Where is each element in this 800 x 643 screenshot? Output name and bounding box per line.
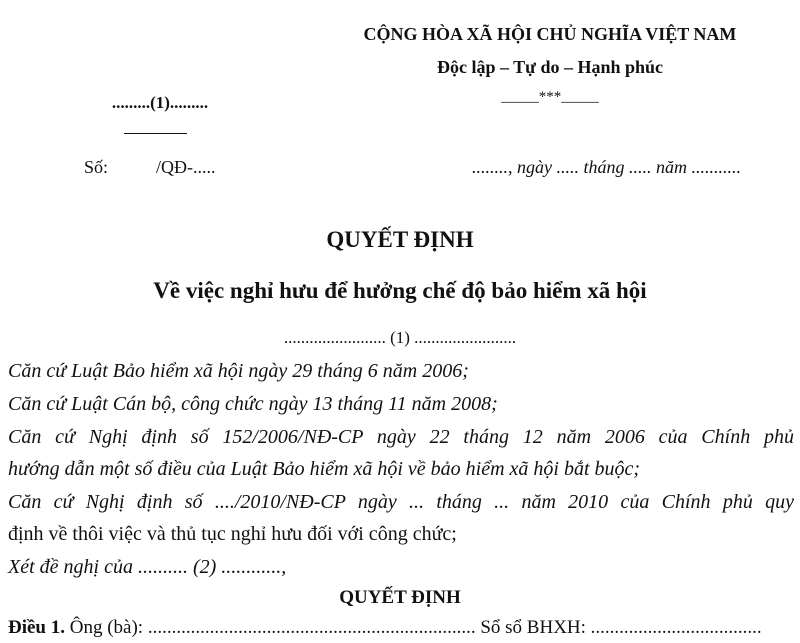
preamble-line: hướng dẫn một số điều của Luật Bảo hiểm xã hội về bảo hiểm xã hội bắt buộc; (8, 458, 641, 480)
country-name: CỘNG HÒA XÃ HỘI CHỦ NGHĨA VIỆT NAM (363, 24, 737, 44)
decision-heading: QUYẾT ĐỊNH (339, 587, 461, 608)
preamble-line: Căn cứ Luật Bảo hiểm xã hội ngày 29 tháng 6 năm 2006; (8, 360, 469, 382)
agency-underline (124, 133, 187, 134)
document-title: QUYẾT ĐỊNH (326, 227, 474, 252)
preamble-line: Căn cứ Luật Cán bộ, công chức ngày 13 tháng 11 năm 2008; (8, 393, 498, 415)
motto-separator: _____***_____ (501, 89, 599, 105)
issuing-authority-placeholder: ........................ (1) ........................ (283, 328, 517, 347)
person-label: Ông (bà): (69, 617, 144, 638)
insurance-label: Sổ sổ BHXH: (480, 617, 586, 638)
insurance-fill: .................................... (590, 617, 762, 638)
person-fill: ..................................................................... (147, 617, 476, 638)
preamble-line: định về thôi việc và thủ tục nghỉ hưu đối với công chức; (8, 523, 457, 545)
document-number-label: Số: (84, 157, 109, 177)
preamble-line: Căn cứ Nghị định số ..../2010/NĐ-CP ngày ... tháng ... năm 2010 của Chính phủ quy (8, 491, 794, 513)
document-subject: Về việc nghỉ hưu để hưởng chế độ bảo hiểm xã hội (153, 278, 647, 303)
document-number-code: /QĐ-..... (156, 157, 216, 177)
preamble-line: Căn cứ Nghị định số 152/2006/NĐ-CP ngày 22 tháng 12 năm 2006 của Chính phủ (8, 426, 794, 448)
preamble-line: Xét đề nghị của .......... (2) ............, (8, 556, 287, 578)
national-motto: Độc lập – Tự do – Hạnh phúc (436, 57, 664, 77)
article-1 (8, 617, 762, 639)
date-line: ........, ngày ..... tháng ..... năm ........... (472, 157, 741, 177)
article-1-label: Điều 1. (8, 617, 65, 638)
agency-placeholder: .........(1)......... (111, 93, 209, 112)
